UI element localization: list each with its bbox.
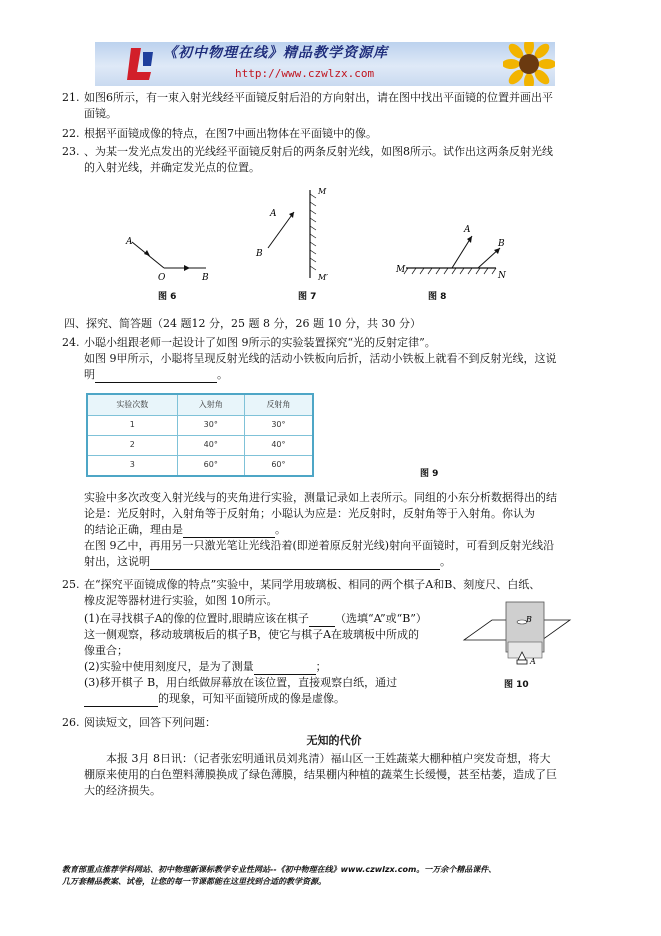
question-21 [62,90,594,122]
table-cell: 3 [87,455,177,476]
question-25-subparts [84,611,454,707]
table-cell: 30° [244,416,313,436]
fig7-label-a: A [270,209,277,219]
fig7-label-m-prime: M′ [318,273,329,282]
table-row [87,435,313,455]
table-header-cell: 反射角 [244,394,313,416]
header-banner [95,42,555,86]
question-text: (3)移开棋子 B，用白纸做屏幕放在该位置，直接观察白纸，通过 [84,676,398,689]
figure-8-diagram [392,216,512,286]
section-4-heading: 四、探究、简答题（24 题12 分，25 题 8 分，26 题 10 分，共 30 分） [64,317,421,330]
question-24-part-2 [84,490,594,570]
table-cell: 60° [177,455,244,476]
punctuation: 。 [217,368,228,381]
article-body [84,751,594,799]
table-cell: 1 [87,416,177,436]
question-number: 25. [62,578,80,591]
footer-line: 教育部重点推荐学科网站、初中物理新课标教学专业性网站--《初中物理在线》www.czwlzx.com。一万余个精品课件、 [62,865,497,874]
question-text: 像重合； [84,644,128,657]
answer-blank[interactable] [95,370,217,383]
question-text: 的入射光线，并确定发光点的位置。 [84,161,260,174]
fig8-label-m: M [396,265,406,275]
question-text: 橡皮泥等器材进行实验，如图 10所示。 [84,594,278,607]
logo-icon [125,46,159,82]
figure-8-caption: 图 8 [428,292,447,302]
table-cell: 40° [177,435,244,455]
figure-6-diagram [120,226,220,286]
article-text: 本报 3月 8日讯：（记者张宏明通讯员刘兆清）福山区一王姓蔬菜大棚种植户突发奇想，将大 [106,752,551,765]
fig8-label-b: B [498,239,505,249]
article-text: 棚原来使用的白色塑料薄膜换成了绿色薄膜，结果棚内种植的蔬菜生长缓慢，甚至枯萎，造成了巨 [84,768,557,781]
answer-blank[interactable] [84,694,158,707]
question-26 [62,715,594,731]
answer-blank[interactable] [150,557,440,570]
fig6-label-o: O [158,273,166,283]
punctuation: 。 [440,555,451,568]
table-cell: 30° [177,416,244,436]
table-row [87,455,313,476]
question-text: 这一侧观察，移动玻璃板后的棋子B，使它与棋子A在玻璃板中所成的 [84,628,420,641]
footer-line: 几万套精品教案、试卷，让您的每一节课都能在这里找到合适的教学资源。 [62,877,326,886]
question-text: 阅读短文，回答下列问题： [84,716,216,729]
question-24 [62,335,594,383]
question-number: 24. [62,336,80,349]
sunflower-icon [503,42,555,86]
question-text: 、为某一发光点发出的光线经平面镜反射后的两条反射光线，如图8所示。试作出这两条反射光线 [84,145,553,158]
question-text: 论是：光反射时，入射角等于反射角；小聪认为应是：光反射时，反射角等于入射角。你认为 [84,507,535,520]
figure-10-diagram [462,600,574,672]
question-text [84,522,594,538]
question-text [84,691,454,707]
fig8-label-a: A [464,225,471,235]
question-number: 26. [62,716,80,729]
question-text: 根据平面镜成像的特点，在图7中画出物体在平面镜中的像。 [84,127,377,140]
question-text: 在“探究平面镜成像的特点”实验中，某同学用玻璃板、相同的两个棋子A和B、刻度尺、白纸、 [84,578,541,591]
figure-7-diagram [250,186,340,286]
fig6-label-b: B [202,273,209,283]
question-number: 23. [62,145,80,158]
article-text: 大的经济损失。 [84,784,161,797]
question-number: 22. [62,127,80,140]
question-number: 21. [62,91,80,104]
figure-7-caption: 图 7 [298,292,317,302]
question-22 [62,126,594,142]
question-text [84,367,594,383]
table-cell: 60° [244,455,313,476]
table-header-cell: 实验次数 [87,394,177,416]
fig8-label-n: N [498,271,506,281]
question-text: 面镜。 [84,107,117,120]
answer-blank[interactable] [183,525,275,538]
question-text [84,554,594,570]
question-text: 小聪小组跟老师一起设计了如图 9所示的实验装置探究“光的反射定律”。 [84,336,436,349]
table-row [87,416,313,436]
answer-blank[interactable] [254,662,316,675]
page-footer [62,864,622,888]
banner-title: 《初中物理在线》精品教学资源库 [163,45,388,61]
fig7-label-b: B [256,249,263,259]
banner-url[interactable]: http://www.czwlzx.com [235,67,375,80]
answer-blank[interactable] [309,614,335,627]
table-cell: 2 [87,435,177,455]
question-text: 如图 9甲所示，小聪将呈现反射光线的活动小铁板向后折，活动小铁板上就看不到反射光线，这说 [84,352,557,365]
fig6-label-a: A [126,237,133,247]
table-header-cell: 入射角 [177,394,244,416]
question-text-fragment: (1)在寻找棋子A的像的位置时,眼睛应该在棋子 [84,612,310,625]
question-text: 实验中多次改变入射光线与的夹角进行实验，测量记录如上表所示。同组的小东分析数据得出的结 [84,491,557,504]
fig7-label-m: M [318,187,327,196]
question-text-fragment: （选填“A”或“B”） [335,612,427,625]
question-text-fragment: 的现象，可知平面镜所成的像是虚像。 [158,692,345,705]
table-header-row [87,394,313,416]
table-cell: 40° [244,435,313,455]
question-text-fragment: 的结论正确，理由是 [84,523,183,536]
question-text-fragment: 射出，这说明 [84,555,150,568]
question-text-fragment: (2)实验中使用刻度尺，是为了测量 [84,660,254,673]
punctuation: 。 [275,523,286,536]
punctuation: ； [315,660,327,673]
question-text: 在图 9乙中，再用另一只激光笔让光线沿着(即逆着原反射光线)射向平面镜时，可看到反射光线沿 [84,539,555,552]
figure-10-caption: 图 10 [504,680,529,690]
fig10-label-a: A [530,657,536,666]
question-text: 如图6所示，有一束入射光线经平面镜反射后沿的方向射出，请在图中找出平面镜的位置并画出平 [84,91,553,104]
question-23 [62,144,594,176]
fig10-label-b: B [526,615,532,624]
question-text [84,659,454,675]
figure-6-caption: 图 6 [158,292,177,302]
figure-9-caption: 图 9 [420,469,439,479]
article-title: 无知的代价 [306,734,362,747]
experiment-table [86,393,314,477]
question-text-fragment: 明 [84,368,95,381]
question-text [84,611,454,627]
